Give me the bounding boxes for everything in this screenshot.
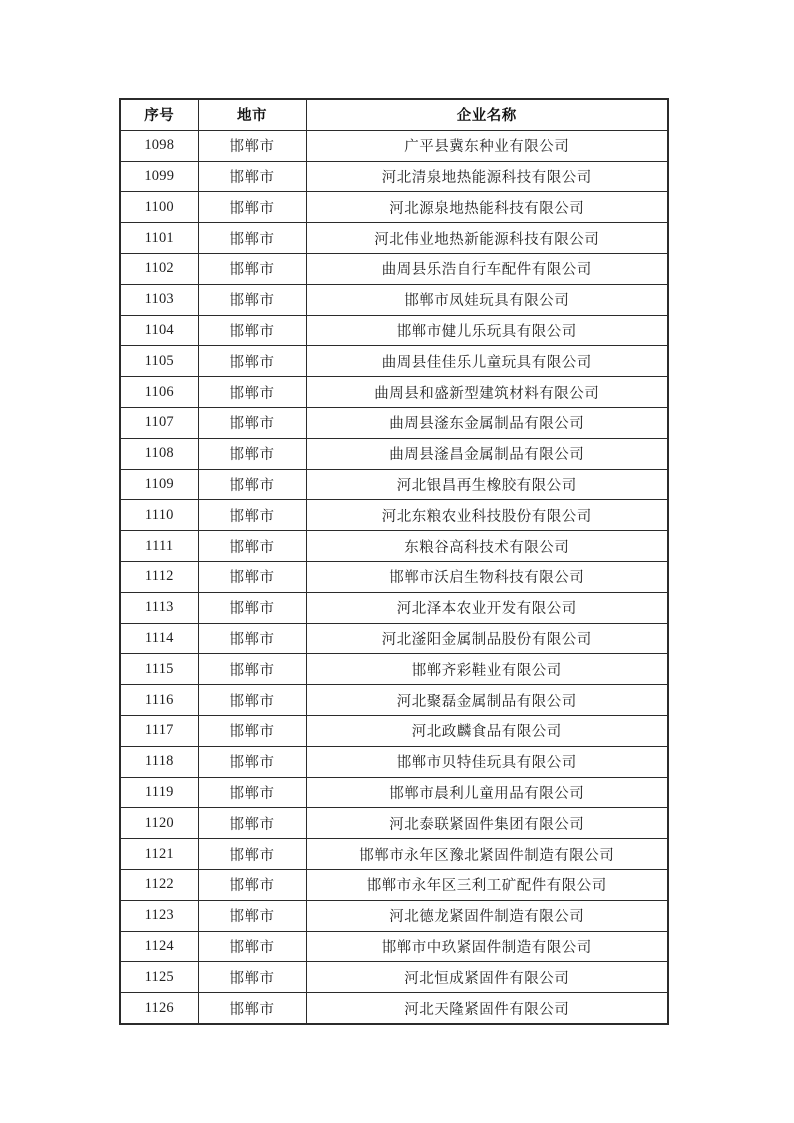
table-row [120,685,668,716]
serial-cell: 1122 [120,869,198,900]
serial-cell: 1116 [120,685,198,716]
serial-cell: 1102 [120,253,198,284]
serial-cell: 1114 [120,623,198,654]
serial-cell: 1117 [120,715,198,746]
company-cell: 邯郸市贝特佳玩具有限公司 [306,746,668,777]
table-row [120,715,668,746]
serial-cell: 1108 [120,438,198,469]
company-cell: 河北天隆紧固件有限公司 [306,993,668,1024]
company-cell: 河北恒成紧固件有限公司 [306,962,668,993]
serial-cell: 1118 [120,746,198,777]
table-row [120,592,668,623]
table-row [120,869,668,900]
table-row [120,407,668,438]
serial-cell: 1113 [120,592,198,623]
table-row [120,900,668,931]
table-row [120,377,668,408]
serial-cell: 1106 [120,377,198,408]
company-cell: 邯郸市沃启生物科技有限公司 [306,561,668,592]
column-header-company: 企业名称 [306,99,668,130]
company-cell: 曲周县滏昌金属制品有限公司 [306,438,668,469]
city-cell: 邯郸市 [198,715,306,746]
city-cell: 邯郸市 [198,869,306,900]
serial-cell: 1101 [120,223,198,254]
city-cell: 邯郸市 [198,500,306,531]
company-cell: 河北泰联紧固件集团有限公司 [306,808,668,839]
company-cell: 邯郸市中玖紧固件制造有限公司 [306,931,668,962]
table-row [120,777,668,808]
table-row [120,531,668,562]
city-cell: 邯郸市 [198,900,306,931]
company-cell: 河北德龙紧固件制造有限公司 [306,900,668,931]
serial-cell: 1111 [120,531,198,562]
table-header-row [120,99,668,130]
city-cell: 邯郸市 [198,130,306,161]
company-cell: 河北政麟食品有限公司 [306,715,668,746]
table-row [120,962,668,993]
serial-cell: 1112 [120,561,198,592]
city-cell: 邯郸市 [198,931,306,962]
company-cell: 河北源泉地热能科技有限公司 [306,192,668,223]
company-cell: 河北泽本农业开发有限公司 [306,592,668,623]
serial-cell: 1121 [120,839,198,870]
serial-cell: 1124 [120,931,198,962]
city-cell: 邯郸市 [198,192,306,223]
company-cell: 河北伟业地热新能源科技有限公司 [306,223,668,254]
city-cell: 邯郸市 [198,531,306,562]
table-row [120,993,668,1024]
serial-cell: 1123 [120,900,198,931]
city-cell: 邯郸市 [198,284,306,315]
city-cell: 邯郸市 [198,592,306,623]
serial-cell: 1104 [120,315,198,346]
table-row [120,654,668,685]
table-row [120,438,668,469]
company-cell: 邯郸市健儿乐玩具有限公司 [306,315,668,346]
serial-cell: 1120 [120,808,198,839]
serial-cell: 1105 [120,346,198,377]
table-row [120,746,668,777]
city-cell: 邯郸市 [198,223,306,254]
city-cell: 邯郸市 [198,377,306,408]
city-cell: 邯郸市 [198,685,306,716]
table-row [120,623,668,654]
company-cell: 邯郸齐彩鞋业有限公司 [306,654,668,685]
table-row [120,500,668,531]
serial-cell: 1099 [120,161,198,192]
company-cell: 广平县冀东种业有限公司 [306,130,668,161]
company-cell: 曲周县佳佳乐儿童玩具有限公司 [306,346,668,377]
company-cell: 河北聚磊金属制品有限公司 [306,685,668,716]
table-row [120,839,668,870]
serial-cell: 1109 [120,469,198,500]
company-cell: 河北东粮农业科技股份有限公司 [306,500,668,531]
table-row [120,561,668,592]
serial-cell: 1119 [120,777,198,808]
city-cell: 邯郸市 [198,623,306,654]
table-row [120,161,668,192]
table-row [120,223,668,254]
company-cell: 邯郸市晨利儿童用品有限公司 [306,777,668,808]
company-cell: 东粮谷高科技术有限公司 [306,531,668,562]
company-cell: 河北清泉地热能源科技有限公司 [306,161,668,192]
table-row [120,808,668,839]
city-cell: 邯郸市 [198,561,306,592]
table-row [120,284,668,315]
serial-cell: 1126 [120,993,198,1024]
column-header-serial: 序号 [120,99,198,130]
table-row [120,315,668,346]
company-cell: 邯郸市永年区三利工矿配件有限公司 [306,869,668,900]
table-row [120,931,668,962]
table-row [120,469,668,500]
serial-cell: 1110 [120,500,198,531]
company-cell: 邯郸市凤娃玩具有限公司 [306,284,668,315]
serial-cell: 1098 [120,130,198,161]
city-cell: 邯郸市 [198,993,306,1024]
city-cell: 邯郸市 [198,315,306,346]
company-cell: 邯郸市永年区豫北紧固件制造有限公司 [306,839,668,870]
city-cell: 邯郸市 [198,746,306,777]
city-cell: 邯郸市 [198,808,306,839]
city-cell: 邯郸市 [198,469,306,500]
company-table [119,98,669,1025]
city-cell: 邯郸市 [198,962,306,993]
city-cell: 邯郸市 [198,346,306,377]
city-cell: 邯郸市 [198,161,306,192]
column-header-city: 地市 [198,99,306,130]
serial-cell: 1107 [120,407,198,438]
table-row [120,192,668,223]
city-cell: 邯郸市 [198,777,306,808]
company-cell: 曲周县乐浩自行车配件有限公司 [306,253,668,284]
city-cell: 邯郸市 [198,839,306,870]
city-cell: 邯郸市 [198,253,306,284]
serial-cell: 1115 [120,654,198,685]
company-cell: 河北滏阳金属制品股份有限公司 [306,623,668,654]
company-cell: 曲周县和盛新型建筑材料有限公司 [306,377,668,408]
serial-cell: 1103 [120,284,198,315]
serial-cell: 1100 [120,192,198,223]
company-cell: 河北银昌再生橡胶有限公司 [306,469,668,500]
city-cell: 邯郸市 [198,654,306,685]
table-row [120,253,668,284]
company-cell: 曲周县滏东金属制品有限公司 [306,407,668,438]
city-cell: 邯郸市 [198,438,306,469]
table-row [120,346,668,377]
table-row [120,130,668,161]
serial-cell: 1125 [120,962,198,993]
city-cell: 邯郸市 [198,407,306,438]
